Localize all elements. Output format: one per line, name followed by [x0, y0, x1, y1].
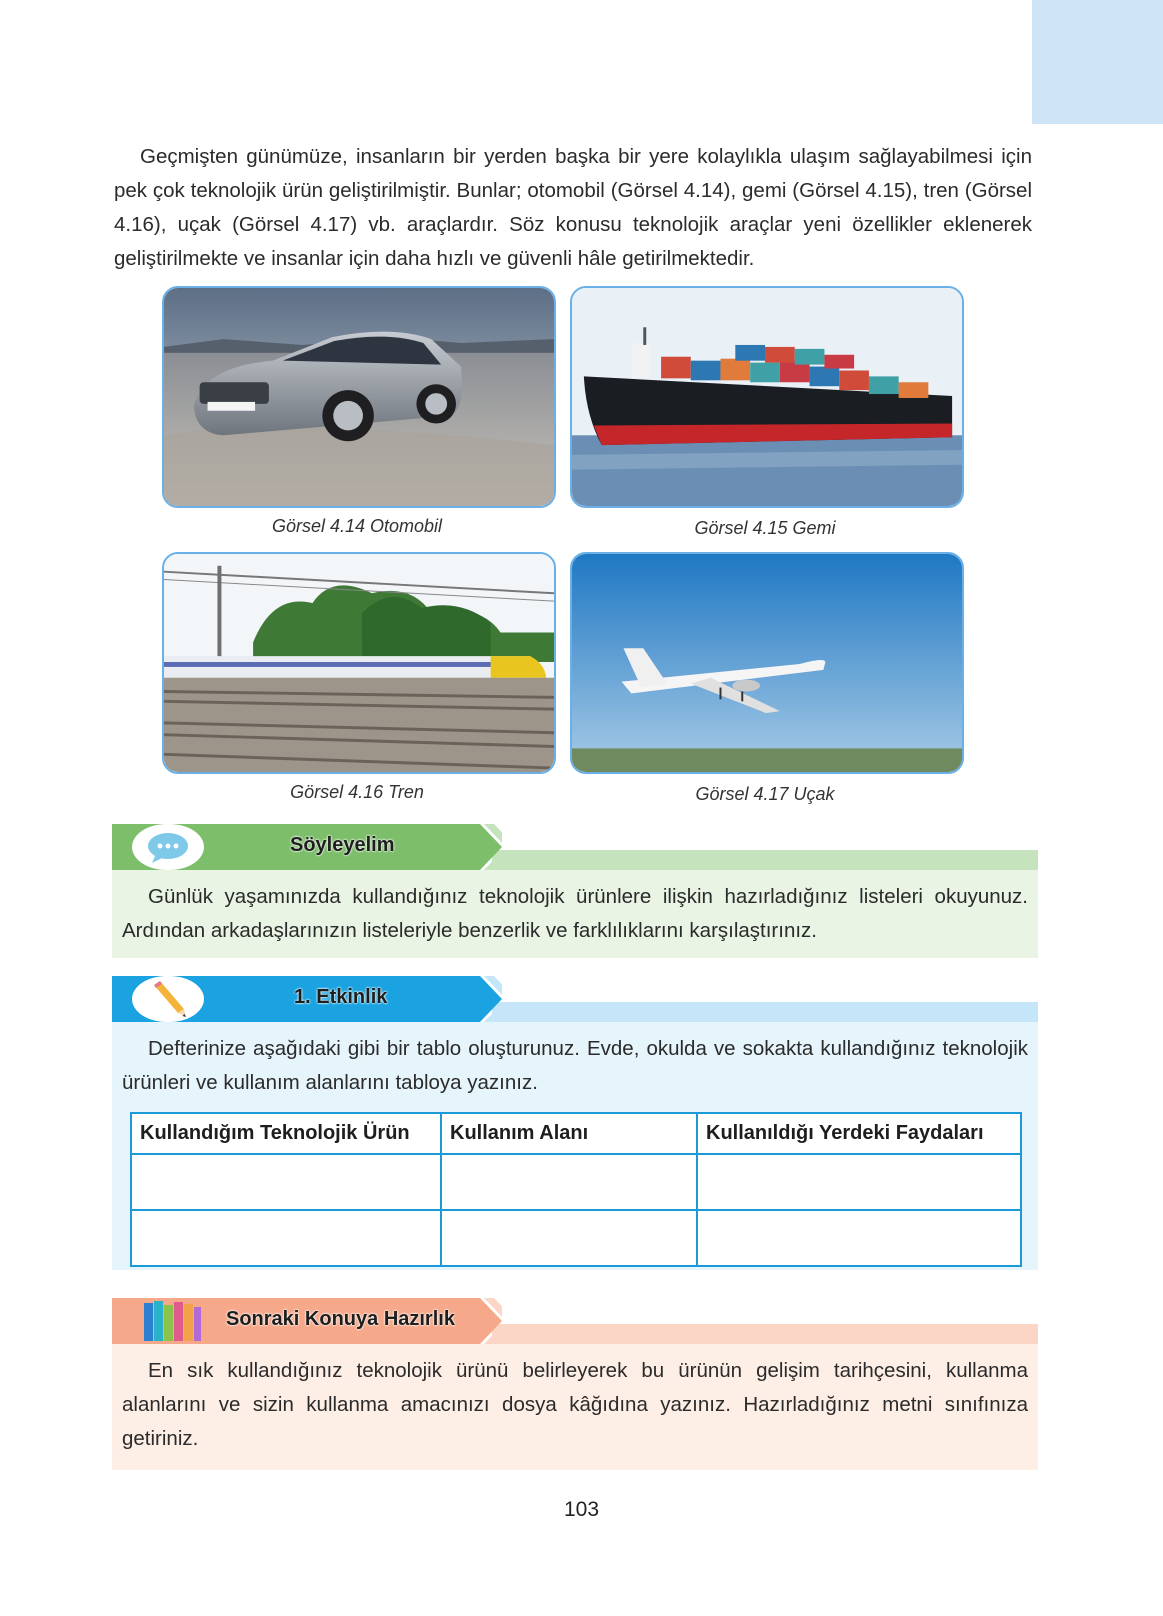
- train-icon: [164, 554, 554, 772]
- corner-tab: [1032, 0, 1163, 124]
- section-body: Günlük yaşamınızda kullandığınız teknolojik ürünlere ilişkin hazırladığınız listeleri okuyunuz. Ardından arkadaşlarınızın listeleriyle benzerlik ve farklılıklarını karşılaştırınız.: [122, 885, 1028, 942]
- table-header-cell: Kullanıldığı Yerdeki Faydaları: [697, 1113, 1021, 1154]
- table-header-cell: Kullanım Alanı: [441, 1113, 697, 1154]
- airplane-photo: [570, 552, 964, 774]
- books-icon: [136, 1298, 208, 1344]
- header-strip: [492, 1324, 1038, 1344]
- table-cell: [441, 1210, 697, 1266]
- section-body: Defterinize aşağıdaki gibi bir tablo oluşturunuz. Evde, okulda ve sokakta kullandığınız teknolojik ürünleri ve kullanım alanlarını tabloya yazınız.: [122, 1037, 1028, 1094]
- page-number: 103: [563, 1498, 600, 1521]
- soyleyelim-section: [112, 824, 1038, 958]
- table-header-row: [131, 1113, 1021, 1154]
- header-strip: [492, 850, 1038, 870]
- intro-paragraph: Geçmişten günümüze, insanların bir yerden başka bir yere kolaylıkla ulaşım sağlayabilmesi için pek çok teknolojik ürün geliştirilmiştir. Bunlar; otomobil (Görsel 4.14), gemi (Görsel 4.15), tren (Görsel 4.16), uçak (Görsel 4.17) vb. araçlardır. Söz konusu teknolojik araçlar yeni özellikler eklenerek geliştirilmekte ve insanlar için daha hızlı ve güvenli hâle getirilmektedir.: [114, 145, 1032, 270]
- figure-caption: Görsel 4.17 Uçak: [695, 784, 835, 804]
- section-header: [112, 976, 1038, 1022]
- section-title: Sonraki Konuya Hazırlık: [226, 1308, 455, 1330]
- table-row: [131, 1154, 1021, 1210]
- table-header-cell: Kullandığım Teknolojik Ürün: [131, 1113, 441, 1154]
- header-strip: [492, 1002, 1038, 1022]
- table-row: [131, 1210, 1021, 1266]
- ship-icon: [572, 288, 962, 506]
- hazirlik-section: [112, 1298, 1038, 1470]
- etkinlik-section: [112, 976, 1038, 1270]
- table-cell: [441, 1154, 697, 1210]
- car-icon: [164, 288, 554, 506]
- section-header: [112, 824, 1038, 870]
- table-cell: [697, 1210, 1021, 1266]
- airplane-icon: [572, 554, 962, 772]
- table-cell: [131, 1210, 441, 1266]
- section-title: 1. Etkinlik: [294, 986, 388, 1008]
- pencil-icon: [132, 976, 204, 1022]
- section-title: Söyleyelim: [290, 834, 395, 856]
- ship-photo: [570, 286, 964, 508]
- speech-bubble-icon: [132, 824, 204, 870]
- train-photo: [162, 552, 556, 774]
- table-cell: [697, 1154, 1021, 1210]
- section-header: [112, 1298, 1038, 1344]
- section-body: En sık kullandığınız teknolojik ürünü belirleyerek bu ürünün gelişim tarihçesini, kullanma alanlarını ve sizin kullanma amacınızı dosya kâğıdına yazınız. Hazırladığınız metni sınıfınıza getiriniz.: [122, 1359, 1028, 1450]
- figure-caption: Görsel 4.16 Tren: [290, 782, 424, 802]
- figure-caption: Görsel 4.15 Gemi: [694, 518, 836, 538]
- table-cell: [131, 1154, 441, 1210]
- figure-caption: Görsel 4.14 Otomobil: [271, 516, 443, 536]
- activity-table: [130, 1112, 1022, 1267]
- car-photo: [162, 286, 556, 508]
